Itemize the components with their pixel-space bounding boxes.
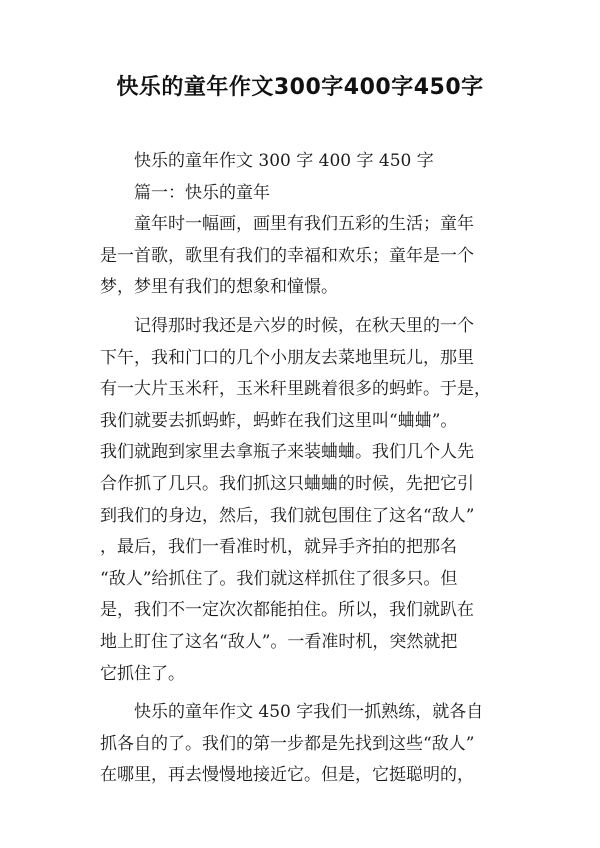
paragraph-2-line-8: ，最后，我们一看准时机，就异手齐拍的把那名: [100, 537, 457, 558]
subtitle-line: 快乐的童年作文 300 字 400 字 450 字: [134, 151, 434, 171]
paragraph-2-line-9: “敌人”给抓住了。我们就这样抓住了很多只。但: [100, 568, 458, 589]
paragraph-2-line-2: 下午，我和门口的几个小朋友去菜地里玩儿，那里: [100, 347, 474, 368]
paragraph-2-line-11: 地上盯住了这名“敌人”。一看准时机，突然就把: [100, 631, 458, 652]
paragraph-3-line-3: 在哪里，再去慢慢地接近它。但是，它挺聪明的，: [100, 765, 474, 786]
paragraph-2-line-12: 它抓住了。: [100, 663, 185, 684]
paragraph-2-line-6: 合作抓了几只。我们抓这只蛐蛐的时候，先把它引: [100, 473, 474, 494]
paragraph-2-line-4: 我们就要去抓蚂蚱，蚂蚱在我们这里叫“蛐蛐”。: [100, 410, 458, 431]
paragraph-3-line-1: 快乐的童年作文 450 字我们一抓熟练，就各自: [134, 702, 484, 723]
paragraph-2-line-7: 到我们的身边，然后，我们就包围住了这名“敌人”: [100, 505, 475, 526]
paragraph-3-line-2: 抓各自的了。我们的第一步都是先找到这些“敌人”: [100, 733, 475, 754]
paragraph-2-line-3: 有一大片玉米秆，玉米秆里跳着很多的蚂蚱。于是，: [100, 379, 491, 400]
paragraph-1-line-1: 童年时一幅画，画里有我们五彩的生活；童年: [134, 214, 474, 235]
paragraph-1-line-3: 梦，梦里有我们的想象和憧憬。: [100, 277, 338, 298]
document-body: [100, 146, 520, 792]
document-title: 快乐的童年作文300字400字450字: [116, 75, 484, 100]
section-heading: 篇一：快乐的童年: [134, 182, 270, 203]
paragraph-1-line-2: 是一首歌，歌里有我们的幸福和欢乐；童年是一个: [100, 245, 474, 266]
paragraph-2-line-5: 我们就跑到家里去拿瓶子来装蛐蛐。我们几个人先: [100, 442, 474, 463]
paragraph-2-line-1: 记得那时我还是六岁的时候，在秋天里的一个: [134, 315, 474, 336]
paragraph-2-line-10: 是，我们不一定次次都能拍住。所以，我们就趴在: [100, 600, 474, 621]
